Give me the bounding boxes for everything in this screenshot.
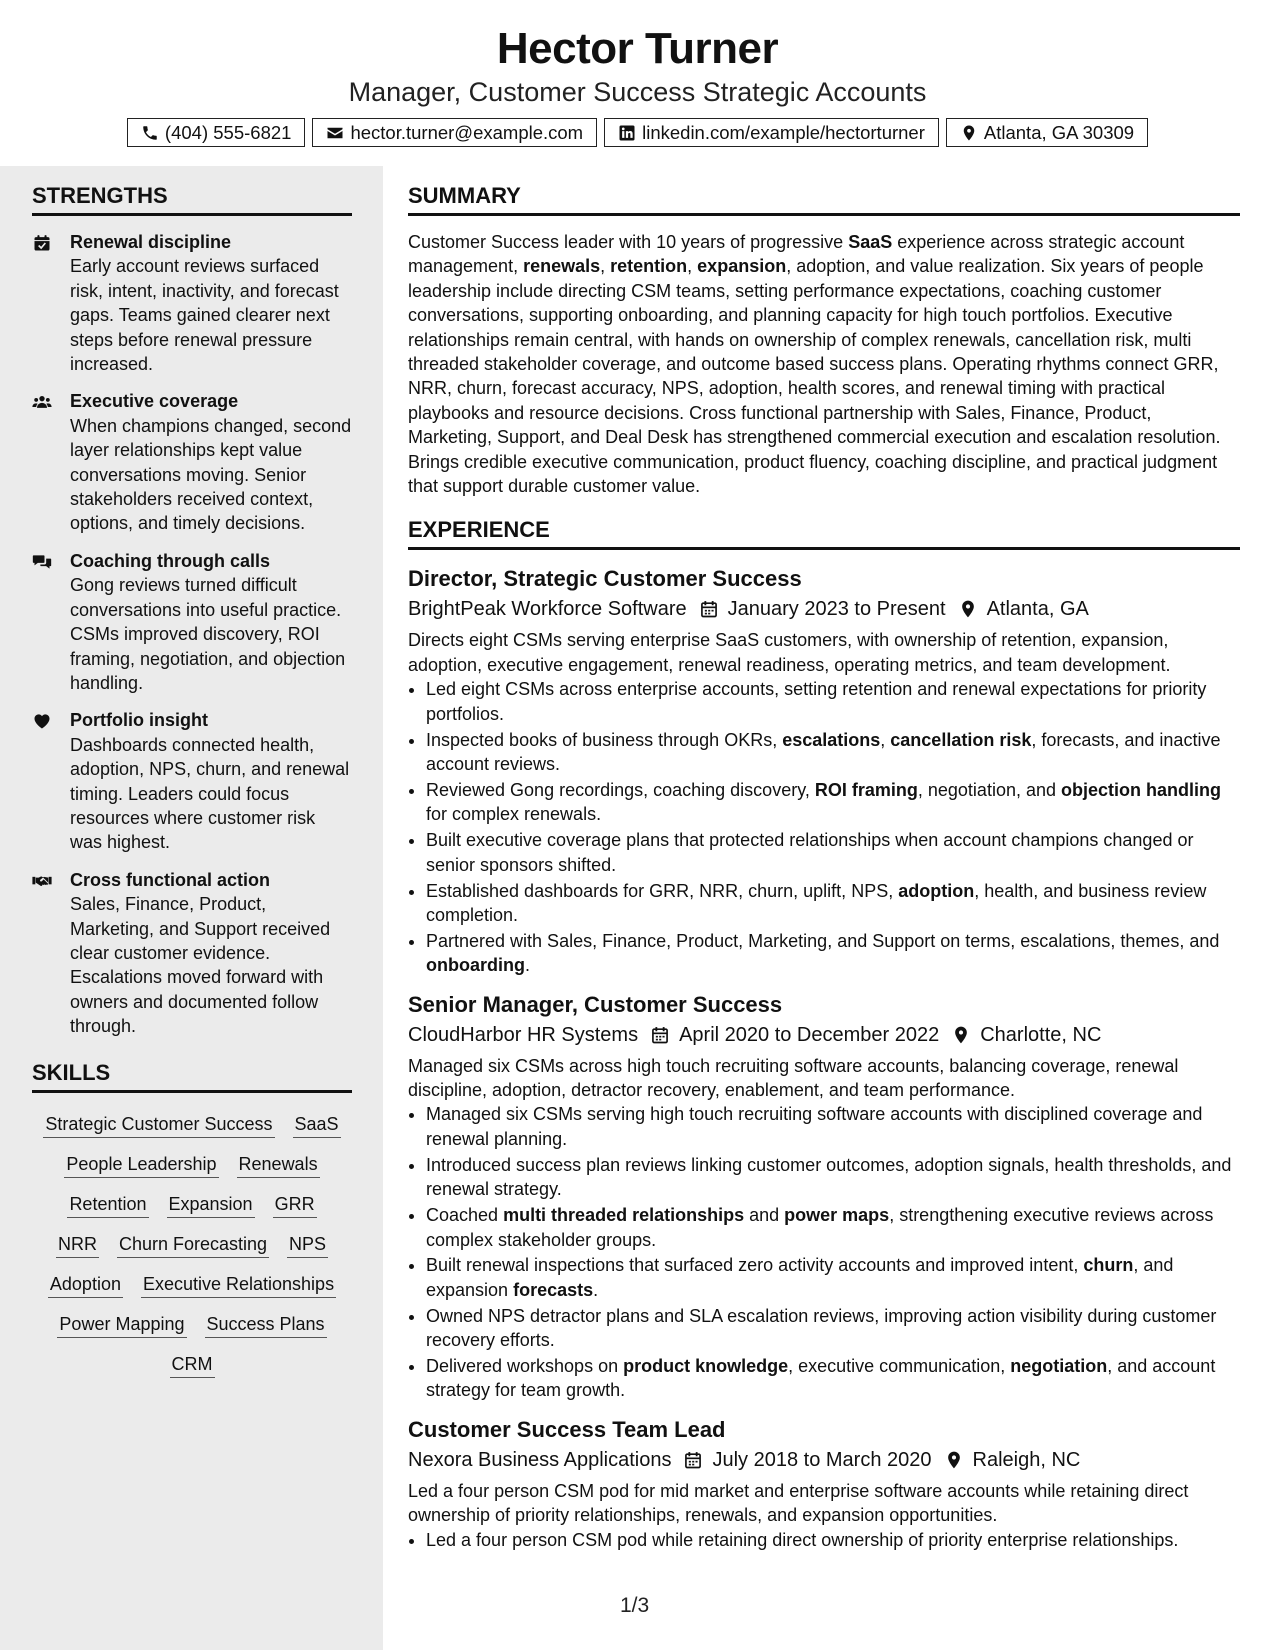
strength-item — [32, 549, 352, 695]
handshake-icon — [32, 871, 52, 891]
phone-icon — [141, 124, 159, 142]
job-title: Customer Success Team Lead — [408, 1416, 726, 1442]
job-bullet: • Built executive coverage plans that protected relationships when account champions changed or senior sponsors shifted. — [426, 828, 1240, 877]
calendar-icon — [683, 1450, 703, 1470]
strength-title: Cross functional action — [70, 869, 271, 890]
skill-tag: Success Plans — [205, 1311, 327, 1338]
job-location: Charlotte, NC — [980, 1023, 1102, 1046]
job-bullets — [408, 1528, 1240, 1552]
skills-heading: SKILLS — [32, 1057, 352, 1093]
job-bullet: • Introduced success plan reviews linking customer outcomes, adoption signals, health thresholds, and renewal strategy. — [426, 1153, 1240, 1202]
job-description: Led a four person CSM pod for mid market and enterprise software accounts while retaining direct ownership of priority relationships, renewals, and expansion opportunities. — [408, 1480, 1189, 1526]
job-meta — [408, 1445, 1240, 1475]
job-meta — [408, 594, 1240, 624]
page-number: 1/3 — [620, 1594, 650, 1617]
strength-title: Executive coverage — [70, 391, 239, 412]
job-entry — [408, 990, 1240, 1403]
job-company: Nexora Business Applications — [408, 1448, 672, 1471]
strength-text: Early account reviews surfaced risk, intent, inactivity, and forecast gaps. Teams gained clearer next steps before renewal pressure increased. — [70, 256, 339, 375]
job-bullet: • Built renewal inspections that surfaced zero activity accounts and improved intent, churn, and expansion forecasts. — [426, 1253, 1240, 1302]
skill-tag: Retention — [67, 1191, 148, 1218]
bold-keyword: escalations — [782, 729, 881, 750]
comments-icon — [32, 552, 52, 572]
sidebar — [32, 180, 352, 1378]
heart-icon — [32, 711, 52, 731]
strength-text: Dashboards connected health, adoption, NPS, churn, and renewal timing. Leaders could focus resources where customer risk was highest. — [70, 734, 350, 853]
job-title: Senior Manager, Customer Success — [408, 991, 783, 1017]
map-pin-icon — [960, 124, 978, 142]
skill-tag: SaaS — [293, 1111, 341, 1138]
skill-tag: Renewals — [237, 1151, 320, 1178]
strength-item — [32, 389, 352, 535]
job-location: Atlanta, GA — [986, 598, 1089, 621]
job-location: Raleigh, NC — [972, 1448, 1081, 1471]
experience-heading: EXPERIENCE — [408, 514, 1240, 550]
strength-title: Renewal discipline — [70, 232, 232, 252]
skill-tag: Strategic Customer Success — [43, 1111, 274, 1138]
job-description: Managed six CSMs across high touch recruiting software accounts, balancing coverage, renewal discipline, adoption, detractor recovery, enablement, and team performance. — [408, 1055, 1179, 1101]
strength-text: Gong reviews turned difficult conversations into useful practice. CSMs improved discovery, ROI framing, negotiation, and objection handling. — [70, 575, 346, 693]
skill-tag: GRR — [273, 1191, 317, 1218]
strength-title: Coaching through calls — [70, 550, 271, 571]
job-entry — [408, 564, 1240, 977]
job-dates: July 2018 to March 2020 — [712, 1448, 932, 1471]
job-bullet: • Led a four person CSM pod while retaining direct ownership of priority enterprise relationships. — [426, 1528, 1240, 1552]
skill-tag: Adoption — [48, 1271, 123, 1298]
job-description: Directs eight CSMs serving enterprise SaaS customers, with ownership of retention, expansion, adoption, executive engagement, renewal readiness, operating metrics, and team development. — [408, 630, 1171, 675]
bold-keyword: ROI framing — [814, 779, 918, 800]
strength-item — [32, 708, 352, 854]
skill-tag: CRM — [170, 1351, 215, 1378]
contact-location — [946, 118, 1148, 147]
bold-keyword: cancellation risk — [890, 729, 1032, 750]
job-company: CloudHarbor HR Systems — [408, 1023, 639, 1046]
bold-keyword: product knowledge — [623, 1356, 789, 1377]
strength-title: Portfolio insight — [70, 710, 208, 731]
bold-keyword: renewals — [523, 256, 601, 277]
job-meta — [408, 1020, 1240, 1050]
resume-header — [0, 22, 1275, 147]
contact-email-text: hector.turner@example.com — [350, 121, 584, 143]
job-bullet: • Established dashboards for GRR, NRR, churn, uplift, NPS, adoption, health, and business review completion. — [426, 879, 1240, 928]
summary-heading: SUMMARY — [408, 180, 1240, 216]
strengths-heading: STRENGTHS — [32, 180, 352, 216]
job-bullet: • Partnered with Sales, Finance, Product, Marketing, and Support on terms, escalations, themes, and onboarding. — [426, 929, 1240, 978]
job-bullet: • Led eight CSMs across enterprise accounts, setting retention and renewal expectations for priority portfolios. — [426, 677, 1240, 726]
job-title: Director, Strategic Customer Success — [408, 566, 802, 592]
job-bullet: • Delivered workshops on product knowledge, executive communication, negotiation, and account strategy for team growth. — [426, 1354, 1240, 1403]
contact-location-text: Atlanta, GA 30309 — [983, 121, 1135, 143]
job-company: BrightPeak Workforce Software — [408, 598, 687, 621]
contact-linkedin[interactable] — [604, 118, 939, 147]
skill-tag: People Leadership — [64, 1151, 218, 1178]
bold-keyword: SaaS — [848, 232, 893, 252]
skill-tag: NPS — [287, 1231, 328, 1258]
job-bullets — [408, 677, 1240, 977]
map-pin-icon — [951, 1025, 971, 1045]
job-entry — [408, 1415, 1240, 1552]
strength-item — [32, 230, 352, 376]
strength-text: When champions changed, second layer relationships kept value conversations moving. Senior stakeholders received context, options, and timely decisions. — [70, 415, 352, 534]
job-bullet: • Owned NPS detractor plans and SLA escalation reviews, improving action visibility during customer recovery efforts. — [426, 1304, 1240, 1353]
calendar-check-icon — [32, 233, 52, 253]
bold-keyword: forecasts — [513, 1279, 594, 1300]
map-pin-icon — [944, 1450, 964, 1470]
bold-keyword: churn — [1083, 1255, 1134, 1276]
candidate-name: Hector Turner — [496, 24, 779, 73]
skill-tag: NRR — [56, 1231, 99, 1258]
bold-keyword: objection handling — [1061, 779, 1222, 800]
envelope-icon — [326, 124, 344, 142]
calendar-icon — [650, 1025, 670, 1045]
contact-phone[interactable] — [127, 118, 306, 147]
job-dates: April 2020 to December 2022 — [679, 1023, 940, 1046]
contact-linkedin-text: linkedin.com/example/hectorturner — [642, 121, 925, 143]
contact-bar — [0, 118, 1275, 147]
bold-keyword: adoption — [898, 880, 975, 901]
strength-text: Sales, Finance, Product, Marketing, and Support received clear customer evidence. Escalations moved forward with owners and documented follow through. — [70, 894, 331, 1037]
users-icon — [32, 392, 52, 412]
skill-tag: Executive Relationships — [141, 1271, 336, 1298]
candidate-title: Manager, Customer Success Strategic Accounts — [348, 77, 927, 107]
job-bullets — [408, 1102, 1240, 1402]
bold-keyword: expansion — [697, 256, 787, 277]
bold-keyword: negotiation — [1010, 1356, 1108, 1377]
contact-phone-text: (404) 555-6821 — [164, 121, 292, 143]
job-dates: January 2023 to Present — [727, 598, 946, 621]
main-content — [408, 180, 1240, 1564]
linkedin-icon — [618, 124, 636, 142]
calendar-icon — [699, 599, 719, 619]
contact-email[interactable] — [312, 118, 597, 147]
skills-list — [32, 1107, 352, 1378]
bold-keyword: power maps — [784, 1205, 890, 1226]
job-bullet: • Managed six CSMs serving high touch recruiting software accounts with disciplined coverage and renewal planning. — [426, 1102, 1240, 1151]
map-pin-icon — [958, 599, 978, 619]
skill-tag: Expansion — [167, 1191, 255, 1218]
summary-text: Customer Success leader with 10 years of progressive SaaS experience across strategic account management, renewals, retention, expansion, adoption, and value realization. Six years of people leadership include directing CSM teams, setting performance expectations, coaching customer conversations, supporting onboarding, and planning capacity for high touch portfolios. Executive relationships remain central, with hands on ownership of complex renewals, cancellation risk, multi threaded stakeholder coverage, and outcome based success plans. Operating rhythms connect GRR, NRR, churn, forecast accuracy, NPS, adoption, health scores, and renewal timing with practical playbooks and resource decisions. Cross functional partnership with Sales, Finance, Product, Marketing, Support, and Deal Desk has strengthened commercial execution and escalation resolution. Brings credible executive communication, product fluency, coaching discipline, and practical judgment that support durable customer value. — [408, 232, 1221, 497]
bold-keyword: multi threaded relationships — [503, 1205, 745, 1226]
bold-keyword: retention — [610, 256, 688, 277]
strength-item — [32, 868, 352, 1039]
skill-tag: Power Mapping — [57, 1311, 186, 1338]
skill-tag: Churn Forecasting — [117, 1231, 269, 1258]
job-bullet: • Inspected books of business through OKRs, escalations, cancellation risk, forecasts, and inactive account reviews. — [426, 728, 1240, 777]
job-bullet: • Reviewed Gong recordings, coaching discovery, ROI framing, negotiation, and objection handling for complex renewals. — [426, 778, 1240, 827]
bold-keyword: onboarding — [426, 955, 525, 976]
job-bullet: • Coached multi threaded relationships and power maps, strengthening executive reviews across complex stakeholder groups. — [426, 1203, 1240, 1252]
